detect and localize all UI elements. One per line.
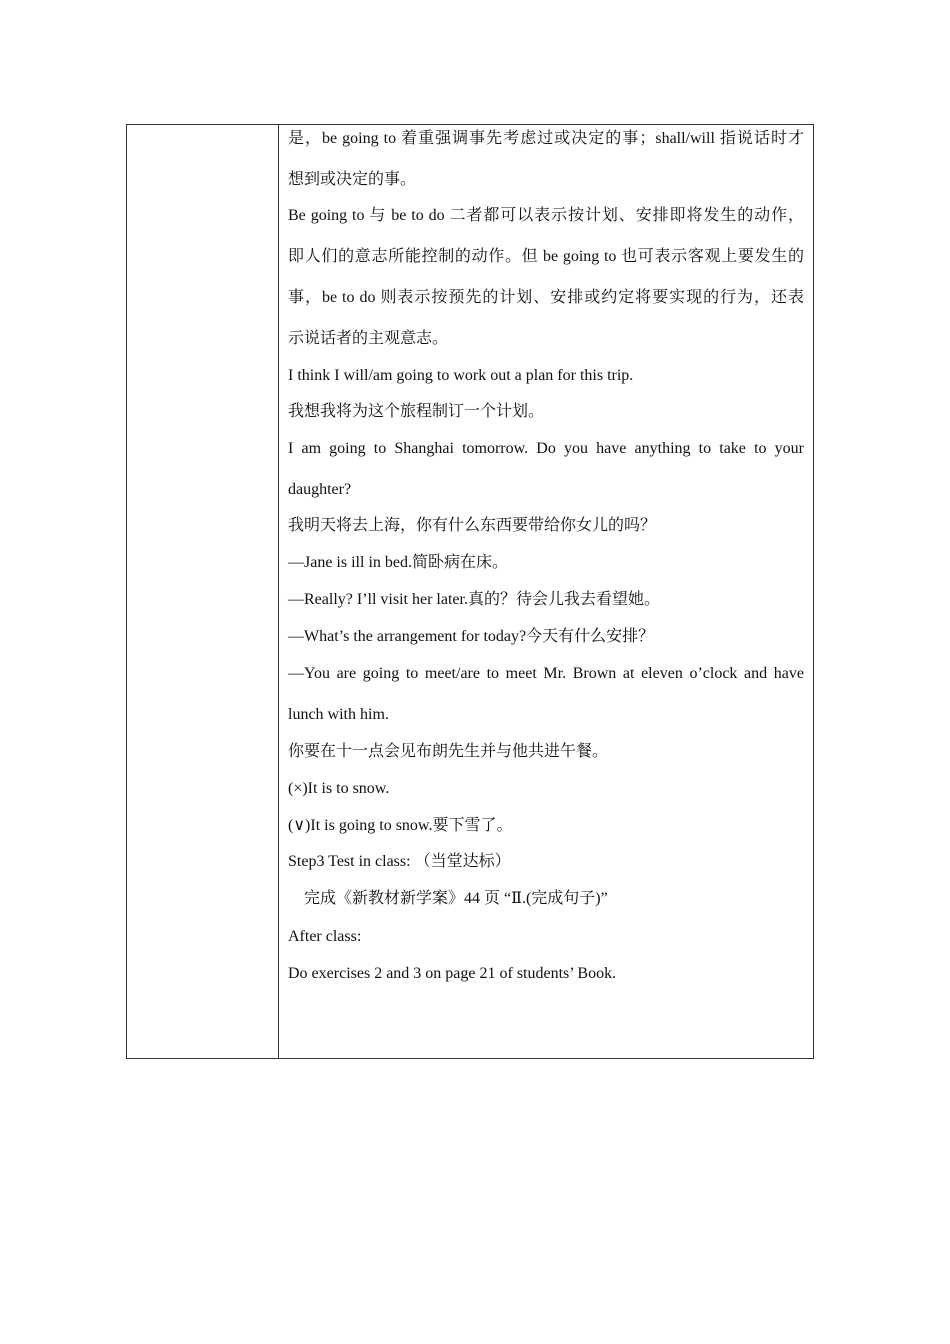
- text-line-8: 我想我将为这个旅程制订一个计划。: [288, 403, 545, 420]
- text-line-23: Do exercises 2 and 3 on page 21 of students’ Book.: [288, 965, 617, 982]
- text-line-16: lunch with him.: [288, 706, 389, 723]
- text-line-5: 事，be to do 则表示按预先的计划、安排或约定将要实现的行为，还表: [288, 289, 804, 306]
- text-line-6: 示说话者的主观意志。: [288, 330, 449, 347]
- text-line-20: Step3 Test in class: （当堂达标）: [288, 853, 511, 870]
- left-column-cell: [127, 125, 279, 1058]
- text-line-2: 想到或决定的事。: [288, 171, 417, 188]
- text-line-4: 即人们的意志所能控制的动作。但 be going to 也可表示客观上要发生的: [288, 248, 804, 265]
- text-line-9: I am going to Shanghai tomorrow. Do you have anything to take to your: [288, 440, 804, 457]
- text-line-19: (∨)It is going to snow.要下雪了。: [288, 817, 513, 834]
- text-line-21: 完成《新教材新学案》44 页 “Ⅱ.(完成句子)”: [288, 890, 608, 907]
- text-line-11: 我明天将去上海，你有什么东西要带给你女儿的吗？: [288, 517, 657, 534]
- text-line-3: Be going to 与 be to do 二者都可以表示按计划、安排即将发生的动作，: [288, 207, 804, 224]
- text-line-13: —Really? I’ll visit her later.真的？待会儿我去看望她。: [288, 591, 660, 608]
- text-line-10: daughter?: [288, 481, 352, 498]
- lesson-table: [126, 124, 814, 1059]
- text-line-15: —You are going to meet/are to meet Mr. Brown at eleven o’clock and have: [288, 665, 804, 682]
- text-line-14: —What’s the arrangement for today?今天有什么安排？: [288, 628, 655, 645]
- text-line-12: —Jane is ill in bed.简卧病在床。: [288, 554, 508, 571]
- text-line-7: I think I will/am going to work out a plan for this trip.: [288, 367, 634, 384]
- content-cell: [279, 125, 813, 1058]
- text-line-22: After class:: [288, 928, 362, 945]
- text-line-1: 是，be going to 着重强调事先考虑过或决定的事；shall/will 指说话时才: [288, 130, 804, 147]
- text-line-18: (×)It is to snow.: [288, 780, 390, 797]
- text-line-17: 你要在十一点会见布朗先生并与他共进午餐。: [288, 743, 609, 760]
